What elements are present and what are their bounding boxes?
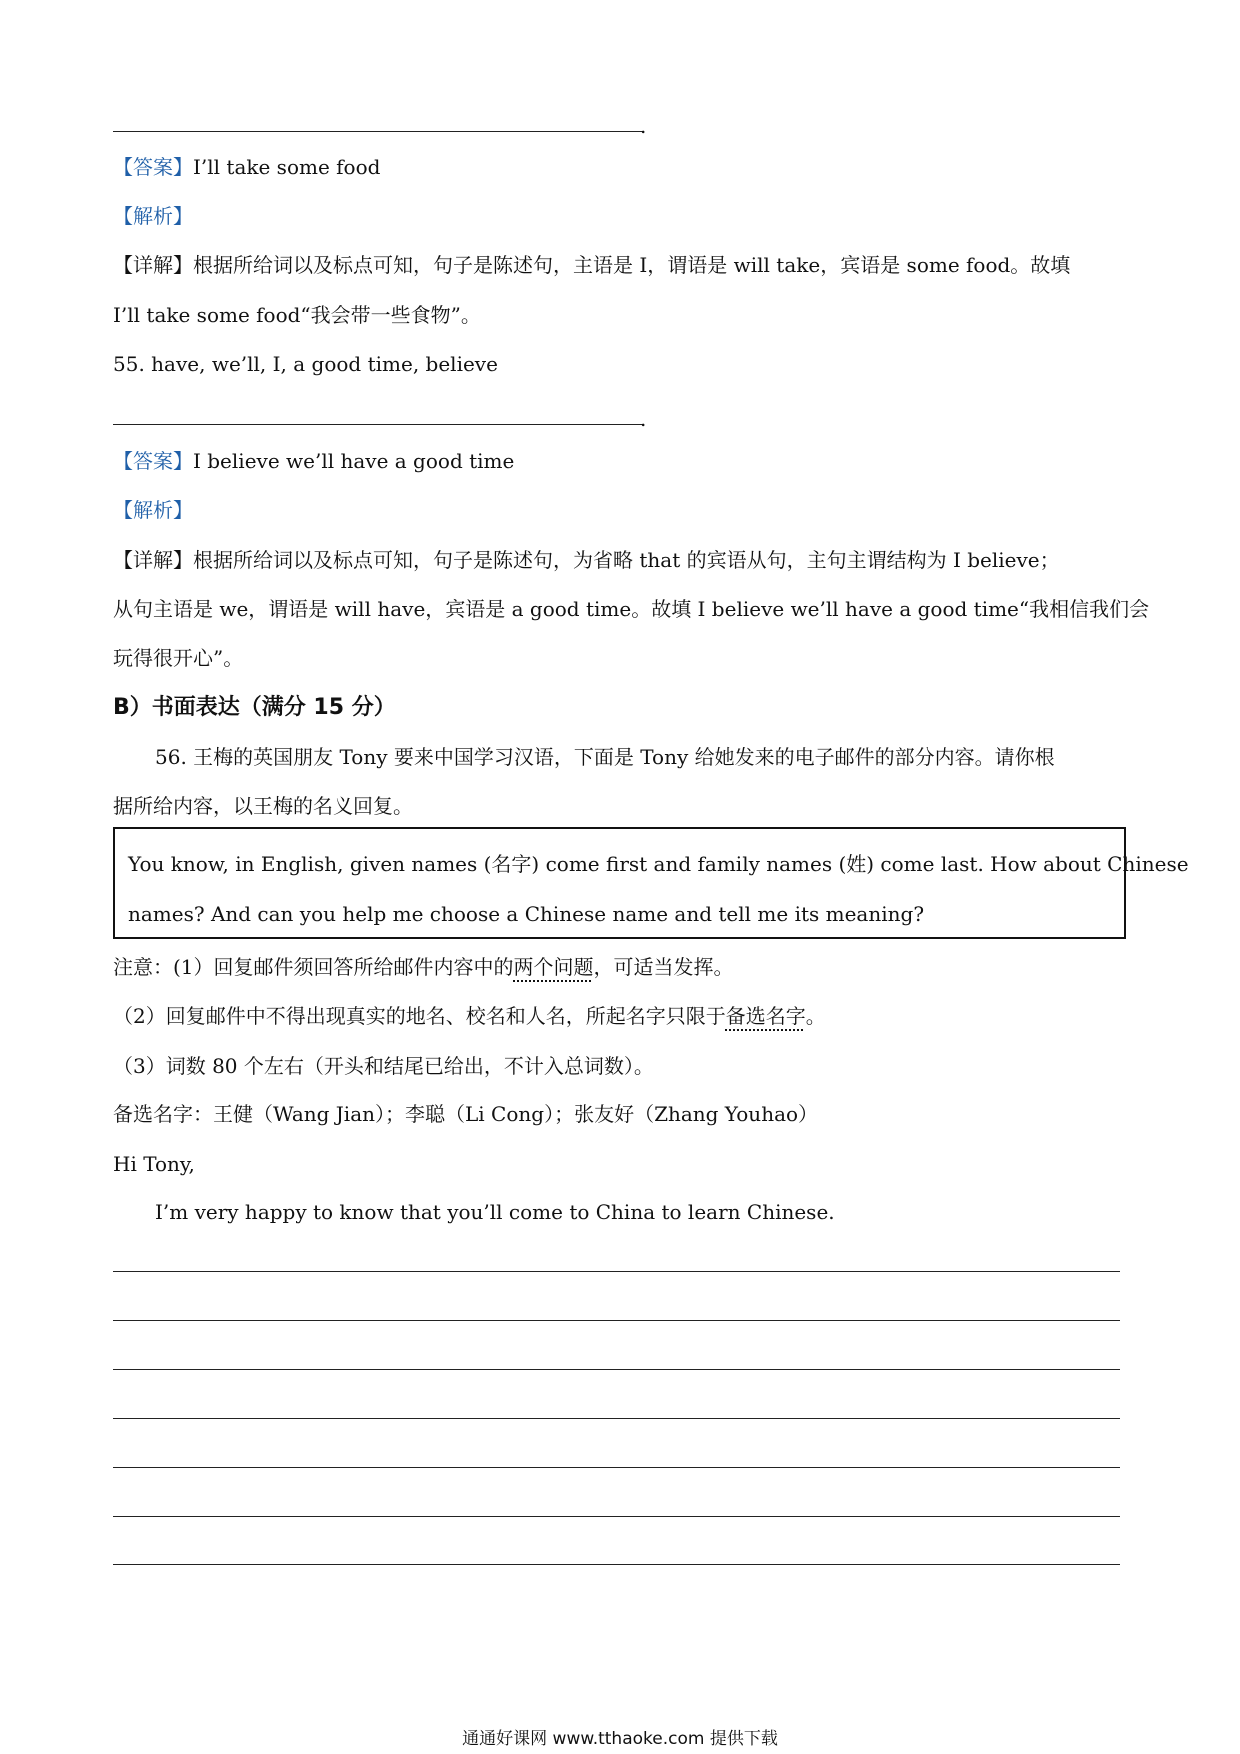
emphasis-text: 两个问题 (513, 955, 594, 979)
email-opening: I’m very happy to know that you’ll come to China to learn Chinese. (155, 1200, 835, 1224)
answer-tag: 【答案】 (113, 155, 193, 179)
analysis-tag-54: 【解析】 (113, 204, 193, 228)
note-2 (113, 1001, 826, 1031)
note-text: （2）回复邮件中不得出现真实的地名、校名和人名，所起名字只限于 (113, 1004, 726, 1028)
writing-line (113, 1564, 1120, 1565)
answer-text: I believe we’ll have a good time (193, 449, 515, 473)
answer-blank-54 (113, 131, 643, 132)
analysis-tag-55: 【解析】 (113, 498, 193, 522)
email-greeting: Hi Tony, (113, 1152, 195, 1176)
email-line-1: You know, in English, given names (名字) come first and family names (姓) come last. How about Chinese (128, 852, 1189, 876)
writing-line (113, 1467, 1120, 1468)
writing-line (113, 1516, 1120, 1517)
blank-period: . (640, 114, 647, 138)
page-footer: 通通好课网 www.tthaoke.com 提供下载 (462, 1729, 778, 1749)
answer-blank-55 (113, 424, 643, 425)
detail-55-line-3: 玩得很开心”。 (113, 646, 244, 670)
email-line-2: names? And can you help me choose a Chinese name and tell me its meaning? (128, 902, 925, 926)
answer-text: I’ll take some food (193, 155, 381, 179)
detail-54-line-2: I’ll take some food“我会带一些食物”。 (113, 303, 481, 327)
writing-line (113, 1369, 1120, 1370)
email-excerpt-box (113, 827, 1189, 939)
detail-tag: 【详解】 (113, 253, 193, 277)
detail-54-line-1 (113, 250, 1070, 280)
writing-line (113, 1418, 1120, 1419)
writing-line (113, 1271, 1120, 1272)
answer-54 (113, 152, 380, 182)
note-3: （3）词数 80 个左右（开头和结尾已给出，不计入总词数）。 (113, 1054, 654, 1078)
answer-55 (113, 446, 514, 476)
question-55: 55. have, we’ll, I, a good time, believe (113, 352, 498, 376)
detail-55-line-1 (113, 545, 1060, 575)
detail-tag: 【详解】 (113, 548, 193, 572)
detail-text: 根据所给词以及标点可知，句子是陈述句，为省略 that 的宾语从句，主句主谓结构为 I believe； (193, 548, 1060, 572)
answer-tag: 【答案】 (113, 449, 193, 473)
note-text: 。 (805, 1004, 826, 1028)
detail-55-line-2: 从句主语是 we，谓语是 will have，宾语是 a good time。故填 I believe we’ll have a good time“我相信我们会 (113, 597, 1150, 621)
blank-period: . (640, 407, 647, 431)
section-heading: B）书面表达（满分 15 分） (113, 695, 396, 720)
note-text: 注意：(1）回复邮件须回答所给邮件内容中的 (113, 955, 514, 979)
note-text: ，可适当发挥。 (593, 955, 734, 979)
name-options: 备选名字：王健（Wang Jian）；李聪（Li Cong）；张友好（Zhang Youhao） (113, 1102, 819, 1126)
note-1 (113, 952, 734, 982)
question-56-line-2: 据所给内容，以王梅的名义回复。 (113, 794, 413, 818)
emphasis-text: 备选名字 (725, 1004, 806, 1028)
writing-line (113, 1320, 1120, 1321)
question-56-line-1: 56. 王梅的英国朋友 Tony 要来中国学习汉语，下面是 Tony 给她发来的电子邮件的部分内容。请你根 (155, 745, 1055, 769)
detail-text: 根据所给词以及标点可知，句子是陈述句，主语是 I，谓语是 will take，宾语是 some food。故填 (193, 253, 1071, 277)
